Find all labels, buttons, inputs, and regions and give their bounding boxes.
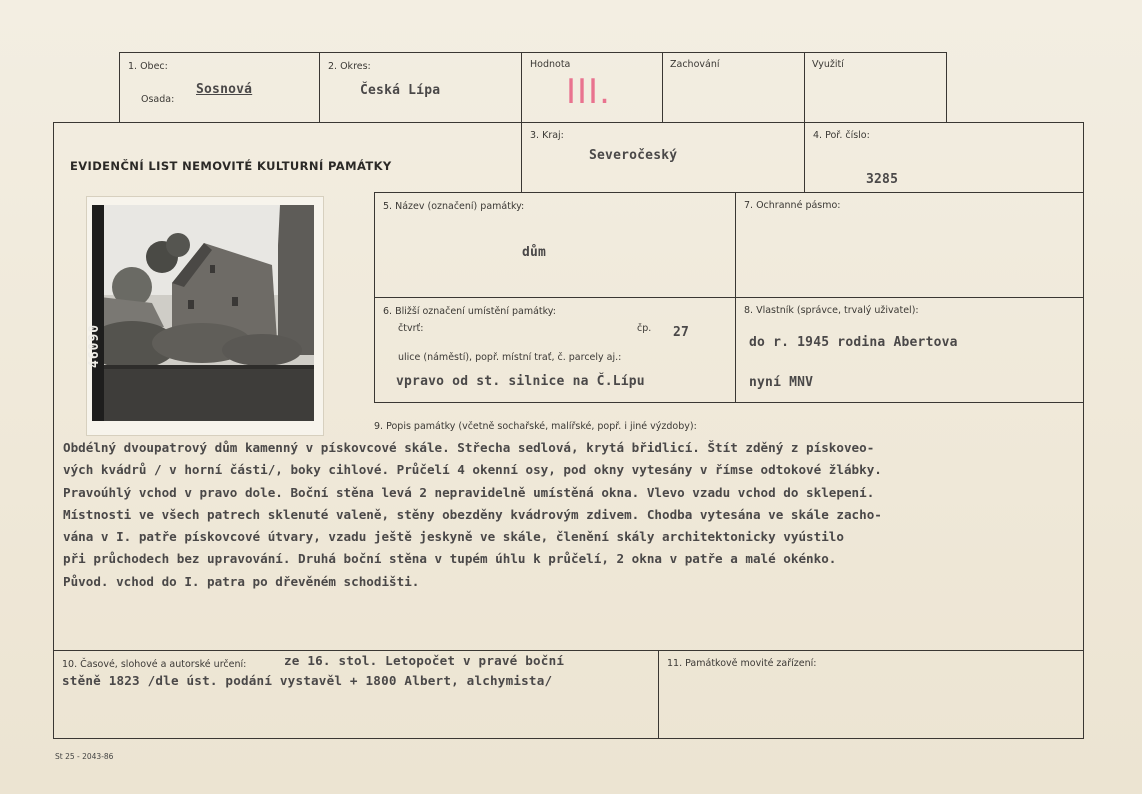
photo-number-stamp: 46090 xyxy=(87,323,102,368)
movite-label: 11. Památkově movité zařízení: xyxy=(667,658,817,669)
hodnota-stamp: III. xyxy=(566,72,611,112)
ochranne-pasmo-label: 7. Ochranné pásmo: xyxy=(744,200,841,211)
casove-line-2: stěně 1823 /dle úst. podání vystavěl + 1800 Albert, alchymista/ xyxy=(62,673,553,688)
rule xyxy=(319,52,320,122)
ulice-value: vpravo od st. silnice na Č.Lípu xyxy=(396,374,645,389)
hodnota-label: Hodnota xyxy=(530,59,571,70)
vlastnik-line-1: do r. 1945 rodina Abertova xyxy=(749,335,958,350)
kraj-value: Severočeský xyxy=(589,148,678,163)
rule xyxy=(53,122,1084,123)
rule xyxy=(119,52,947,53)
vlastnik-line-2: nyní MNV xyxy=(749,375,814,390)
casove-line-1: ze 16. stol. Letopočet v pravé boční xyxy=(284,653,565,668)
obec-label: 1. Obec: xyxy=(128,61,168,72)
rule xyxy=(374,192,522,193)
popis-line: Pravoúhlý vchod v pravo dole. Boční stěna levá 2 nepravidelně umístěná okna. Vlevo vzadu vchod do sklepení. xyxy=(63,484,875,500)
rule xyxy=(119,52,120,122)
rule xyxy=(1083,122,1084,739)
rule xyxy=(662,52,663,122)
zachovani-label: Zachování xyxy=(670,59,720,70)
popis-line: vána v I. patře pískovcové útvary, vzadu ještě jeskyně ve skále, členění skály architektonicky vyústilo xyxy=(63,529,844,545)
document-title: EVIDENČNÍ LIST NEMOVITÉ KULTURNÍ PAMÁTKY xyxy=(70,159,392,173)
casove-label: 10. Časové, slohové a autorské určení: xyxy=(62,659,247,670)
osada-label: Osada: xyxy=(141,94,175,105)
ulice-label: ulice (náměstí), popř. místní trať, č. parcely aj.: xyxy=(398,352,622,363)
popis-line: vých kvádrů / v horní části/, boky cihlové. Průčelí 4 okenní osy, pod okny vytesány v římse odtokové žlábky. xyxy=(63,462,882,478)
por-cislo-label: 4. Poř. číslo: xyxy=(813,130,870,141)
nazev-label: 5. Název (označení) památky: xyxy=(383,201,525,212)
popis-line: Místnosti ve všech patrech sklenuté valeně, stěny obezděny kvádrovým zdivem. Chodba vytesána ve skále zacho- xyxy=(63,506,882,522)
rule xyxy=(53,650,1084,651)
kraj-label: 3. Kraj: xyxy=(530,130,564,141)
form-code: St 25 - 2043-86 xyxy=(55,752,114,761)
popis-line: Obdélný dvoupatrový dům kamenný v pískovcové skále. Střecha sedlová, krytá břidlicí. Štít zděný z pískoveo- xyxy=(63,440,875,455)
okres-value: Česká Lípa xyxy=(360,83,441,98)
ctvrt-label: čtvrť: xyxy=(398,323,424,334)
vyuziti-label: Využití xyxy=(812,59,844,70)
por-cislo-value: 3285 xyxy=(866,172,899,187)
umisteni-label: 6. Bližší označení umístění památky: xyxy=(383,306,556,317)
cp-label: čp. xyxy=(637,323,652,334)
house-photo xyxy=(92,205,314,421)
popis-line: při průchodech bez upravování. Druhá boční stěna v tupém úhlu k průčelí, 2 okna v patře a malé okénko. xyxy=(63,551,837,567)
popis-line: Původ. vchod do I. patra po dřevěném schodišti. xyxy=(63,573,420,589)
cp-value: 27 xyxy=(673,325,690,340)
okres-label: 2. Okres: xyxy=(328,61,371,72)
vlastnik-label: 8. Vlastník (správce, trvalý uživatel): xyxy=(744,305,919,316)
popis-text xyxy=(63,437,1093,593)
popis-label: 9. Popis památky (včetně sochařské, malířské, popř. i jiné výzdoby): xyxy=(374,421,697,432)
rule xyxy=(53,122,54,739)
rule xyxy=(521,192,1084,193)
nazev-value: dům xyxy=(522,245,547,260)
rule xyxy=(946,52,947,122)
rule xyxy=(374,402,1084,403)
rule xyxy=(658,650,659,739)
rule xyxy=(374,297,1084,298)
rule xyxy=(53,738,1084,739)
osada-value: Sosnová xyxy=(196,82,253,97)
